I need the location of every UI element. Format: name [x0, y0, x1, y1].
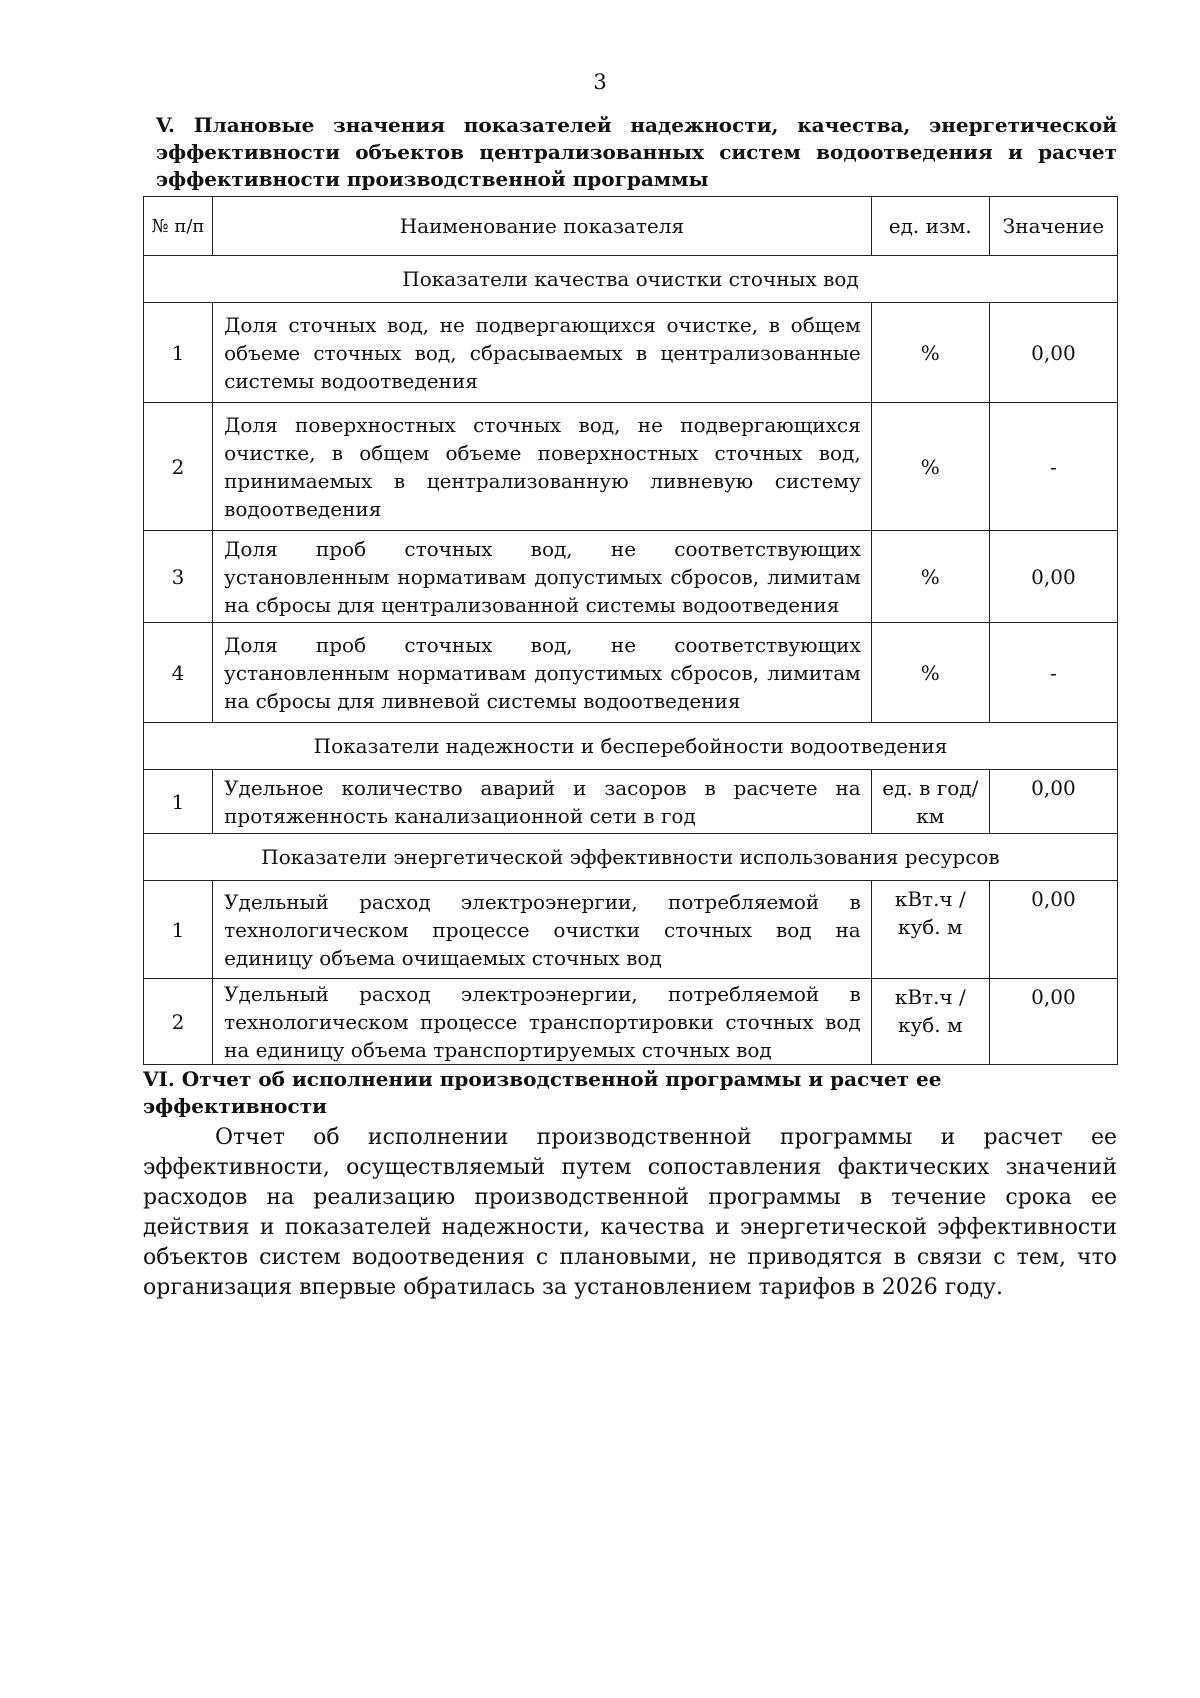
row-value: 0,00 [989, 303, 1117, 403]
row-num: 3 [144, 531, 213, 623]
row-num: 2 [144, 979, 213, 1065]
table-header-row [144, 197, 1118, 256]
row-name-cell [213, 623, 872, 723]
row-unit: кВт.ч / куб. м [871, 979, 989, 1065]
row-name-cell [213, 403, 872, 531]
row-unit: ед. в год/ км [871, 770, 989, 834]
row-name-cell [213, 881, 872, 979]
section-5-heading: V. Плановые значения показателей надежности, качества, энергетической эффективности объектов централизованных систем водоотведения и расчет эффективности производственной программы [156, 113, 1117, 191]
row-name: Доля проб сточных вод, не соответствующих установленным нормативам допустимых сбросов, лимитам на сбросы для ливневой системы водоотведения [224, 632, 861, 713]
header-name: Наименование показателя [213, 197, 872, 256]
table-row [144, 531, 1118, 623]
row-name: Доля сточных вод, не подвергающихся очистке, в общем объеме сточных вод, сбрасываемых в централизованные системы водоотведения [224, 312, 861, 393]
row-value: - [989, 403, 1117, 531]
row-value: 0,00 [989, 770, 1117, 834]
indicators-table [143, 196, 1118, 1065]
row-name: Удельный расход электроэнергии, потребляемой в технологическом процессе транспортировки сточных вод на единицу объема транспортируемых сточных вод [224, 981, 861, 1062]
row-name: Удельный расход электроэнергии, потребляемой в технологическом процессе очистки сточных вод на единицу объема очищаемых сточных вод [224, 889, 861, 970]
row-num: 1 [144, 303, 213, 403]
row-unit: кВт.ч / куб. м [871, 881, 989, 979]
row-value: 0,00 [989, 881, 1117, 979]
table-row [144, 623, 1118, 723]
row-unit: % [871, 531, 989, 623]
table-row [144, 979, 1118, 1065]
row-name: Удельное количество аварий и засоров в расчете на протяженность канализационной сети в год [224, 775, 861, 828]
row-unit: % [871, 303, 989, 403]
section-row-energy [144, 834, 1118, 881]
row-name-cell [213, 531, 872, 623]
section-6-heading: VI. Отчет об исполнении производственной программы и расчет ее эффективности [143, 1067, 942, 1118]
header-num: № п/п [144, 197, 213, 256]
row-name-cell [213, 303, 872, 403]
row-num: 2 [144, 403, 213, 531]
row-value: 0,00 [989, 531, 1117, 623]
row-name: Доля поверхностных сточных вод, не подвергающихся очистке, в общем объеме поверхностных сточных вод, принимаемых в централизованную ливневую систему водоотведения [224, 412, 861, 521]
section-row-reliability [144, 723, 1118, 770]
section-6-paragraph: Отчет об исполнении производственной программы и расчет ее эффективности, осуществляемый путем сопоставления фактических значений расходов на реализацию производственной программы в течение срока ее действия и показателей надежности, качества и энергетической эффективности объектов систем водоотведения с плановыми, не приводятся в связи с тем, что организация впервые обратилась за установлением тарифов в 2026 году. [143, 1125, 1117, 1300]
row-num: 1 [144, 770, 213, 834]
row-value: 0,00 [989, 979, 1117, 1065]
header-value: Значение [989, 197, 1117, 256]
section-title: Показатели надежности и бесперебойности водоотведения [144, 723, 1118, 770]
row-name: Доля проб сточных вод, не соответствующих установленным нормативам допустимых сбросов, лимитам на сбросы для централизованной системы водоотведения [224, 536, 861, 617]
row-name-cell [213, 979, 872, 1065]
table-row [144, 403, 1118, 531]
table-row [144, 770, 1118, 834]
header-unit: ед. изм. [871, 197, 989, 256]
section-row-quality [144, 256, 1118, 303]
page-number: 3 [593, 70, 607, 94]
row-unit: % [871, 403, 989, 531]
row-value: - [989, 623, 1117, 723]
row-num: 4 [144, 623, 213, 723]
section-title: Показатели качества очистки сточных вод [144, 256, 1118, 303]
row-name-cell [213, 770, 872, 834]
row-num: 1 [144, 881, 213, 979]
table-row [144, 303, 1118, 403]
row-unit: % [871, 623, 989, 723]
section-title: Показатели энергетической эффективности использования ресурсов [144, 834, 1118, 881]
table-row [144, 881, 1118, 979]
